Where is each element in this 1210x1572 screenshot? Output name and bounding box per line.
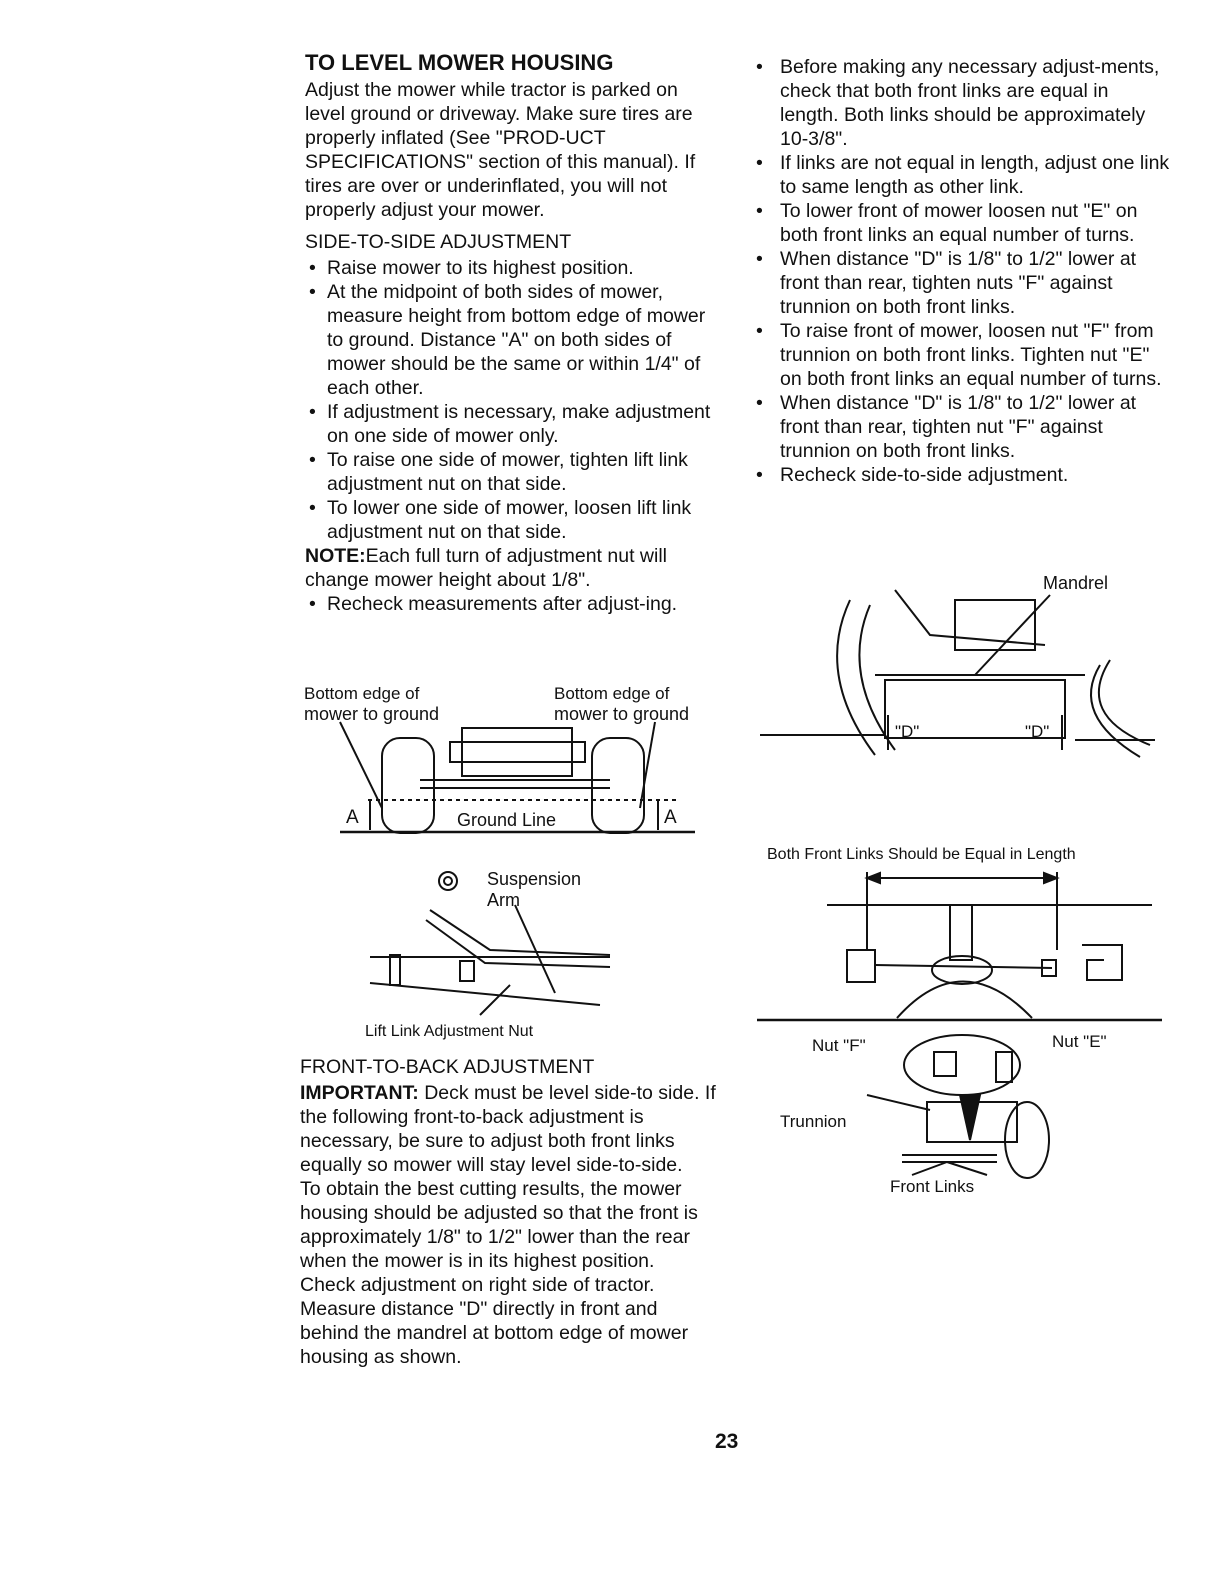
- list-item: • At the midpoint of both sides of mower, measure height from bottom edge of mower to ground. Distance "A" on both sides of mower should be the same or within 1/4" of each other.: [305, 280, 720, 400]
- list-item: • Recheck side-to-side adjustment.: [752, 463, 1172, 487]
- front-links-caption: Both Front Links Should be Equal in Length: [767, 846, 1076, 863]
- bottom-edge-label-left-2: mower to ground: [304, 704, 440, 724]
- suspension-label-2: Arm: [487, 890, 520, 910]
- list-item: • If links are not equal in length, adjust one link to same length as other link.: [752, 151, 1172, 199]
- cutting-results-paragraph: To obtain the best cutting results, the mower housing should be adjusted so that the front is approximately 1/8" to 1/2" lower than the rear when the mower is in its highest position.: [300, 1178, 698, 1272]
- check-adjustment-paragraph: Check adjustment on right side of tractor. Measure distance "D" directly in front and behind the mandrel at bottom edge of mower housing as shown.: [300, 1274, 689, 1368]
- right-column: [752, 55, 1172, 487]
- list-item: • To raise front of mower, loosen nut "F" from trunnion on both front links. Tighten nut "E" on both front links an equal number of turns.: [752, 319, 1172, 391]
- side-to-side-list: [305, 256, 720, 544]
- front-link-list: [752, 55, 1172, 487]
- list-item: • When distance "D" is 1/8" to 1/2" lower at front than rear, tighten nut "F" against trunnion on both front links.: [752, 391, 1172, 463]
- bottom-edge-label-right-1: Bottom edge of: [554, 684, 670, 703]
- mandrel-figure: [755, 565, 1165, 765]
- list-item: • To lower one side of mower, loosen lift link adjustment nut on that side.: [305, 496, 720, 544]
- suspension-arm-figure: [360, 865, 630, 1045]
- important-paragraph: [300, 1081, 720, 1177]
- recheck-list: [305, 592, 720, 616]
- note: [305, 544, 720, 592]
- note-label: NOTE:: [305, 545, 366, 567]
- distance-d-rear: "D": [1025, 722, 1050, 741]
- front-to-back-heading: FRONT-TO-BACK ADJUSTMENT: [300, 1056, 595, 1078]
- important-text: Deck must be level side-to side. If the following front-to-back adjustment is necessary, be sure to adjust both front links equally so mower will stay level side-to-side.: [300, 1082, 716, 1176]
- side-to-side-heading: SIDE-TO-SIDE ADJUSTMENT: [305, 231, 572, 253]
- ground-line-label: Ground Line: [457, 810, 557, 830]
- front-links-drawing: [752, 840, 1172, 1210]
- left-column: [305, 50, 720, 616]
- mandrel-label: Mandrel: [1043, 573, 1109, 593]
- suspension-label-1: Suspension: [487, 869, 582, 889]
- note-text: Each full turn of adjustment nut will change mower height about 1/8".: [305, 545, 667, 591]
- page-number: 23: [715, 1430, 739, 1453]
- suspension-drawing: [360, 865, 630, 1025]
- front-links-label: Front Links: [890, 1177, 975, 1196]
- list-item: • To lower front of mower loosen nut "E" on both front links an equal number of turns.: [752, 199, 1172, 247]
- distance-d-front: "D": [895, 722, 920, 741]
- section-heading: TO LEVEL MOWER HOUSING: [305, 50, 614, 75]
- list-item: • If adjustment is necessary, make adjustment on one side of mower only.: [305, 400, 720, 448]
- important-label: IMPORTANT:: [300, 1082, 419, 1104]
- list-item: • Recheck measurements after adjust-ing.: [305, 592, 720, 616]
- front-to-back-section: [300, 1055, 720, 1369]
- list-item: • When distance "D" is 1/8" to 1/2" lower at front than rear, tighten nuts "F" against trunnion on both front links.: [752, 247, 1172, 319]
- intro-paragraph: Adjust the mower while tractor is parked on level ground or driveway. Make sure tires are properly inflated (See "PROD-UCT SPECIFICATIONS" section of this manual). If tires are over or underinflated, you will not properly adjust your mower.: [305, 79, 696, 221]
- trunnion-label: Trunnion: [780, 1112, 847, 1131]
- ground-line-figure: [300, 680, 720, 840]
- nut-e-label: Nut "E": [1052, 1032, 1107, 1051]
- list-item: • Raise mower to its highest position.: [305, 256, 720, 280]
- front-links-figure: [752, 840, 1172, 1210]
- nut-f-label: Nut "F": [812, 1036, 866, 1055]
- bottom-edge-label-left-1: Bottom edge of: [304, 684, 420, 703]
- mandrel-drawing: [755, 565, 1165, 765]
- list-item: • To raise one side of mower, tighten lift link adjustment nut on that side.: [305, 448, 720, 496]
- list-item: • Before making any necessary adjust-ments, check that both front links are equal in length. Both links should be approximately 10-3/8".: [752, 55, 1172, 151]
- lift-link-caption: Lift Link Adjustment Nut: [365, 1023, 534, 1040]
- distance-a-right: A: [664, 807, 677, 828]
- distance-a-left: A: [346, 807, 359, 828]
- bottom-edge-label-right-2: mower to ground: [554, 704, 690, 724]
